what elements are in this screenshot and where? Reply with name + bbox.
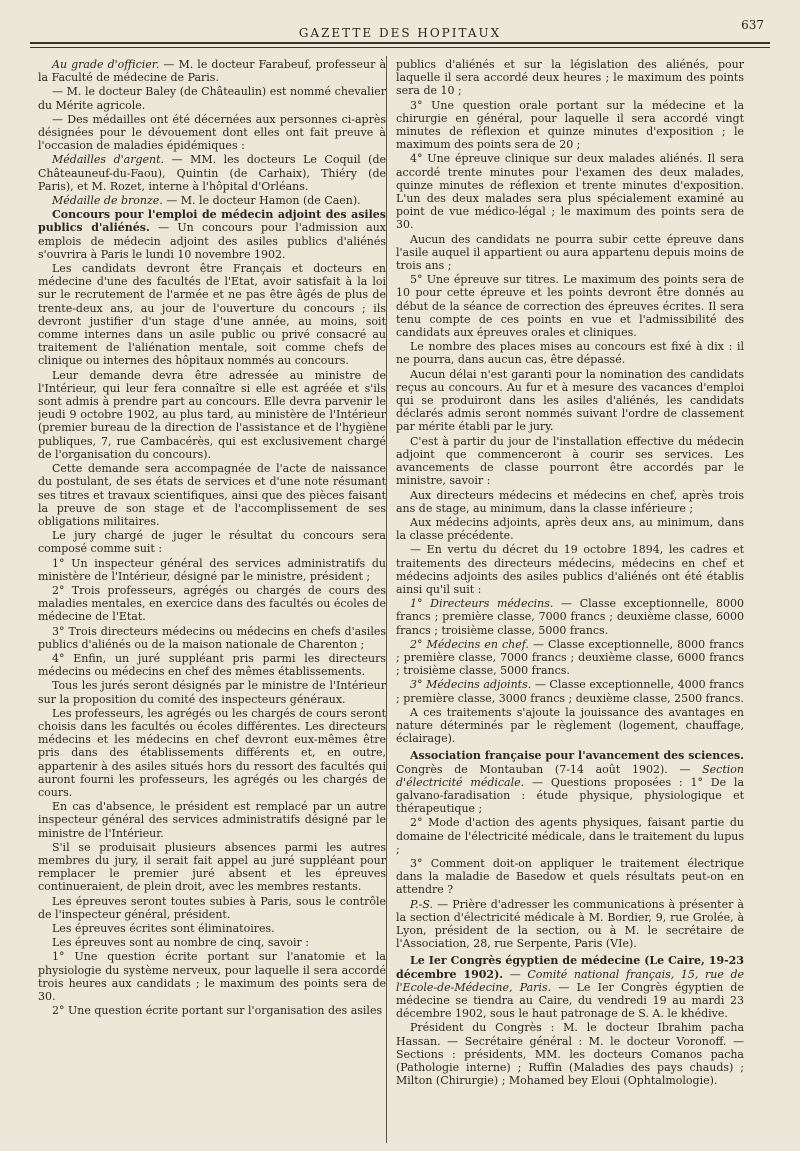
paragraph: 2° Mode d'action des agents physiques, faisant partie du domaine de l'électricité médicale, dans le traitement du lupus ; (396, 816, 744, 856)
paragraph: En cas d'absence, le président est remplacé par un autre inspecteur général des services administratifs désigné par le ministre de l'Intérieur. (38, 800, 386, 840)
section-heading: Association française pour l'avancement des sciences. Congrès de Montauban (7-14 août 1902). — Section d'électricité médicale. — Questions proposées : 1° De la galvano-faradisation : étude physique, physiologique et thérapeutique ; (396, 749, 744, 816)
paragraph: Les candidats devront être Français et docteurs en médecine d'une des facultés de l'Etat, avoir satisfait à la loi sur le recrutement de l'armée et ne pas être âgés de plus de trente-deux ans, au jour de l'ouverture du concours ; ils devront justifier d'un stage d'une année, au moins, soit comme internes dans un asile public ou privé consacré au traitement de l'aliénation mentale, soit comme chefs de clinique ou internes des hôpitaux nommés au concours. (38, 262, 386, 368)
paragraph: 3° Trois directeurs médecins ou médecins en chefs d'asiles publics d'aliénés ou de la maison nationale de Charenton ; (38, 624, 386, 651)
paragraph: Les épreuves écrites sont éliminatoires. (52, 922, 275, 935)
section-heading: Le Ier Congrès égyptien de médecine (Le Caire, 19-23 décembre 1902). — Comité national français, 15, rue de l'Ecole-de-Médecine, Paris. — Le Ier Congrès égyptien de médecine se tiendra au Caire, du vendredi 19 au mardi 23 décembre 1902, sous le haut patronage de S. A. le khédive. (396, 954, 744, 1021)
paragraph: P.-S. — Prière d'adresser les communications à présenter à la section d'électricité médicale à M. Bordier, 9, rue Grolée, à Lyon, président de la section, ou à M. le secrétaire de l'Association, 28, rue Serpente, Paris (VIe). (396, 897, 744, 951)
page-number: 637 (741, 18, 764, 32)
paragraph: 2° Trois professeurs, agrégés ou chargés de cours des maladies mentales, en exercice dans des facultés ou écoles de médecine de l'Etat. (38, 583, 386, 624)
paragraph: C'est à partir du jour de l'installation effective du médecin adjoint que commenceront à courir ses services. Les avancements de classe pourront être accordés par le ministre, savoir : (396, 434, 744, 488)
right-column (396, 58, 744, 1145)
paragraph: Les épreuves seront toutes subies à Paris, sous le contrôle de l'inspecteur général, président. (38, 894, 386, 921)
paragraph: Aux médecins adjoints, après deux ans, au minimum, dans la classe précédente. (396, 515, 744, 543)
paragraph: Médaille de bronze. — M. le docteur Hamon (de Caen). (52, 194, 361, 208)
paragraph: 1° Un inspecteur général des services administratifs du ministère de l'Intérieur, désigné par le ministre, président ; (38, 556, 386, 583)
paragraph: publics d'aliénés et sur la législation des aliénés, pour laquelle il sera accordé deux heures ; le maximum des points sera de 10 ; (396, 58, 744, 98)
paragraph: Cette demande sera accompagnée de l'acte de naissance du postulant, de ses états de services et d'une note résumant ses titres et travaux scientifiques, ainsi que des pièces faisant la preuve de son stage et de l'accomplissement de ses obligations militaires. (38, 462, 386, 528)
paragraph: Aux directeurs médecins et médecins en chef, après trois ans de stage, au minimum, dans la classe inférieure ; (396, 488, 744, 515)
paragraph: 2° Une question écrite portant sur l'organisation des asiles (52, 1004, 383, 1018)
column-divider (386, 56, 387, 1143)
paragraph: Leur demande devra être adressée au ministre de l'Intérieur, qui leur fera connaître si elle est agréée et s'ils sont admis à prendre part au concours. Elle devra parvenir le jeudi 9 octobre 1902, au plus tard, au ministère de l'Intérieur (premier bureau de la direction de l'assistance et de l'hygiène publiques, 7, rue Cambacérès, qui est exclusivement chargé de l'organisation du concours). (38, 368, 386, 461)
paragraph: — Des médailles ont été décernées aux personnes ci-après désignées pour le dévouement dont elles ont fait preuve à l'occasion de maladies épidémiques : (38, 112, 386, 153)
paragraph: Président du Congrès : M. le docteur Ibrahim pacha Hassan. — Secrétaire général : M. le docteur Voronoff. — Sections : présidents, MM. les docteurs Comanos pacha (Pathologie interne) ; Ruffin (Maladies des pays chauds) ; Milton (Chirurgie) ; Mohamed bey Eloui (Ophtalmologie). (396, 1021, 744, 1088)
journal-title: GAZETTE DES HOPITAUX (298, 26, 502, 40)
paragraph: S'il se produisait plusieurs absences parmi les autres membres du jury, il serait fait appel au juré suppléant pour remplacer le premier juré absent et les épreuves continueraient, de plein droit, avec les membres restants. (38, 840, 386, 894)
paragraph: Tous les jurés seront désignés par le ministre de l'Intérieur sur la proposition du comité des inspecteurs généraux. (38, 679, 386, 706)
page-header (30, 14, 770, 42)
paragraph: — En vertu du décret du 19 octobre 1894, les cadres et traitements des directeurs médecins, médecins en chef et médecins adjoints des asiles publics d'aliénés ont été établis ainsi qu'il suit : (396, 543, 744, 596)
paragraph: A ces traitements s'ajoute la jouissance des avantages en nature déterminés par le règlement (logement, chauffage, éclairage). (396, 705, 744, 746)
paragraph: 5° Une épreuve sur titres. Le maximum des points sera de 10 pour cette épreuve et les points devront être donnés au début de la séance de correction des épreuves écrites. Il sera tenu compte de ces points en vue et l'admissibilité des candidats aux épreuves orales et cliniques. (396, 273, 744, 340)
paragraph: Aucun délai n'est garanti pour la nomination des candidats reçus au concours. Au fur et à mesure des vacances d'emploi qui se produiront dans les asiles d'aliénés, les candidats déclarés admis seront nommés suivant l'ordre de classement par mérite établi par le jury. (396, 367, 744, 434)
paragraph: Au grade d'officier. — M. le docteur Farabeuf, professeur à la Faculté de médecine de Paris. (38, 58, 386, 85)
paragraph: 3° Comment doit-on appliquer le traitement électrique dans la maladie de Basedow et quels résultats peut-on en attendre ? (396, 856, 744, 897)
paragraph: 1° Une question écrite portant sur l'anatomie et la physiologie du système nerveux, pour laquelle il sera accordé trois heures aux candidats ; le maximum des points sera de 30. (38, 950, 386, 1004)
paragraph: 3° Médecins adjoints. — Classe exceptionnelle, 4000 francs ; première classe, 3000 francs ; deuxième classe, 2500 francs. (396, 678, 744, 705)
paragraph: Aucun des candidats ne pourra subir cette épreuve dans l'asile auquel il appartient ou aura appartenu depuis moins de trois ans ; (396, 232, 744, 273)
paragraph: Le jury chargé de juger le résultat du concours sera composé comme suit : (38, 529, 386, 556)
paragraph: Les professeurs, les agrégés ou les chargés de cours seront choisis dans les facultés ou écoles différentes. Les directeurs médecins et les médecins en chef devront eux-mêmes être pris dans des établissements différents et, en outre, appartenir à des asiles situés hors du ressort des facultés qui auront fourni les professeurs, les agrégés ou les chargés de cours. (38, 706, 386, 799)
header-rule-thick (30, 42, 770, 44)
section-heading: Concours pour l'emploi de médecin adjoint des asiles publics d'aliénés. — Un concours pour l'admission aux emplois de médecin adjoint des asiles publics d'aliénés s'ouvrira à Paris le lundi 10 novembre 1902. (38, 208, 386, 261)
paragraph: 1° Directeurs médecins. — Classe exceptionnelle, 8000 francs ; première classe, 7000 francs ; deuxième classe, 6000 francs ; troisième classe, 5000 francs. (396, 597, 744, 637)
paragraph: 4° Une épreuve clinique sur deux malades aliénés. Il sera accordé trente minutes pour l'examen des deux malades, quinze minutes de réflexion et trente minutes d'exposition. L'un des deux malades sera plus spécialement examiné au point de vue médico-légal ; le maximum des points sera de 30. (396, 152, 744, 232)
paragraph: 4° Enfin, un juré suppléant pris parmi les directeurs médecins ou médecins en chef des mêmes établissements. (38, 651, 386, 679)
left-column (38, 58, 386, 1145)
header-rule-thin (30, 47, 770, 48)
paragraph: 3° Une question orale portant sur la médecine et la chirurgie en général, pour laquelle il sera accordé vingt minutes de réflexion et quinze minutes d'exposition ; le maximum des points sera de 20 ; (396, 98, 744, 152)
paragraph: Les épreuves sont au nombre de cinq, savoir : (52, 936, 309, 950)
paragraph: Le nombre des places mises au concours est fixé à dix : il ne pourra, dans aucun cas, être dépassé. (396, 340, 744, 367)
paragraph: Médailles d'argent. — MM. les docteurs Le Coquil (de Châteauneuf-du-Faou), Quintin (de Carhaix), Thiéry (de Paris), et M. Rozet, interne à l'hôpital d'Orléans. (38, 153, 386, 193)
paragraph: — M. le docteur Baley (de Châteaulin) est nommé chevalier du Mérite agricole. (38, 85, 386, 112)
paragraph: 2° Médecins en chef. — Classe exceptionnelle, 8000 francs ; première classe, 7000 francs ; deuxième classe, 6000 francs ; troisième classe, 5000 francs. (396, 637, 744, 678)
